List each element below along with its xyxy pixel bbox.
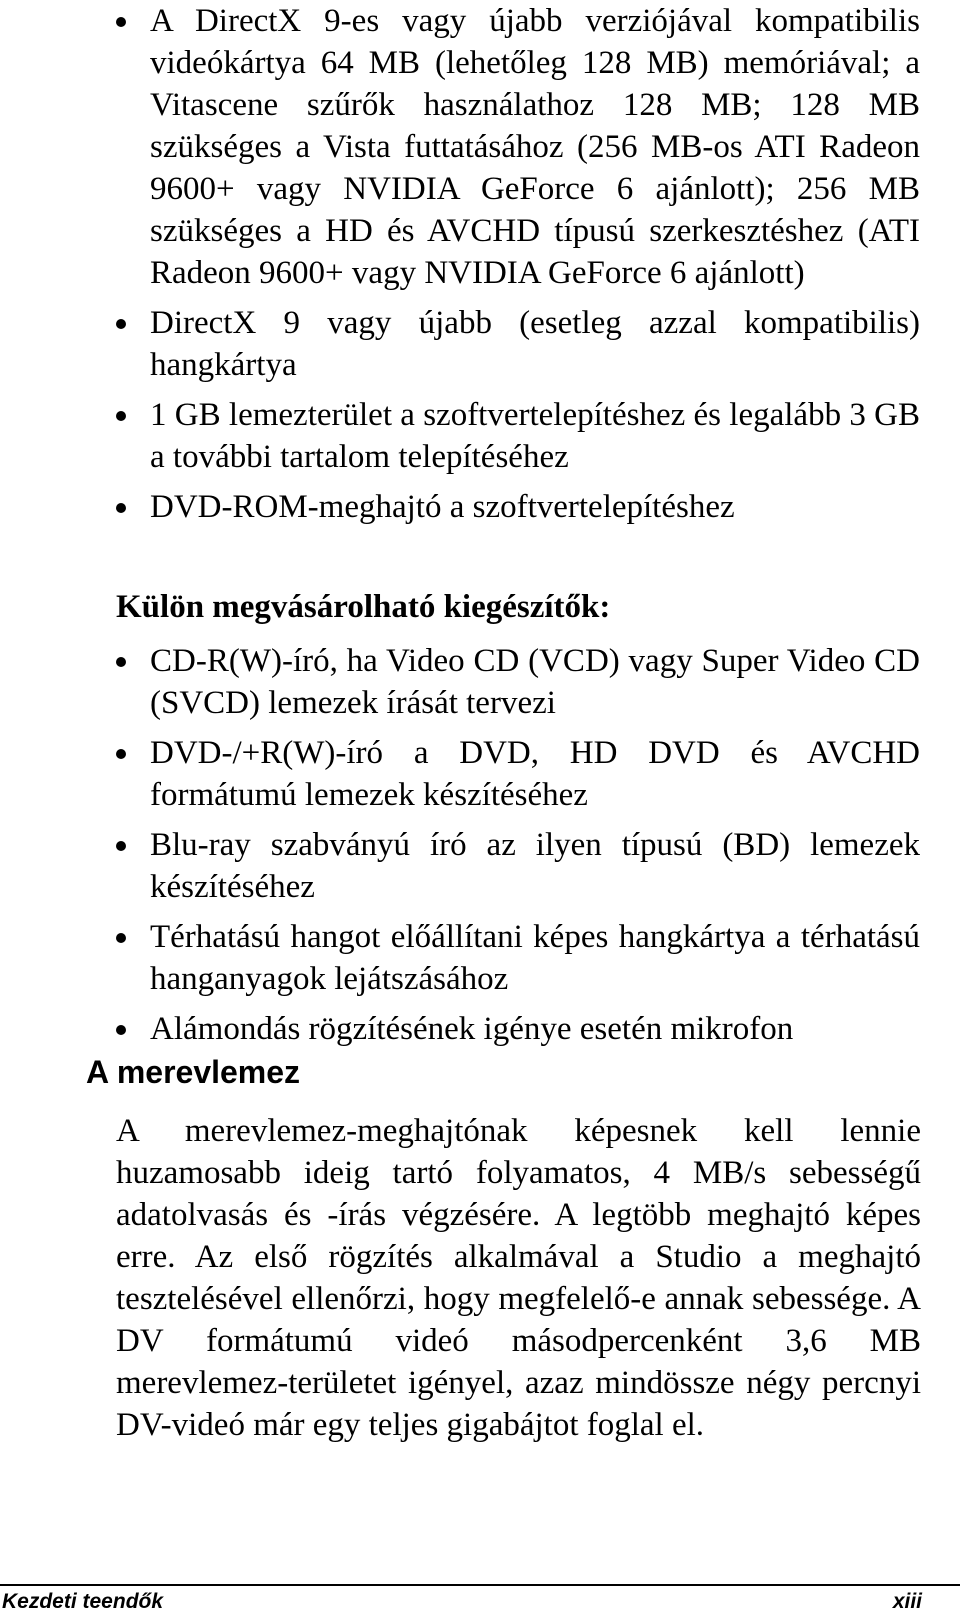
list-item [0, 0, 920, 294]
list-item-text: Térhatású hangot előállítani képes hangkártya a térhatású hanganyagok lejátszásához [150, 919, 920, 997]
list-item-text: DVD-/+R(W)-író a DVD, HD DVD és AVCHD formátumú lemezek készítéséhez [150, 735, 920, 813]
list-item [0, 1008, 920, 1050]
section-title: A merevlemez [86, 1054, 301, 1090]
list-item-text: A DirectX 9-es vagy újabb verziójával kompatibilis videókártya 64 MB (lehetőleg 128 MB) memóriával; a Vitascene szűrők használathoz 128 MB; 128 MB szükséges a Vista futtatásához (256 MB-os ATI Radeon 9600+ vagy NVIDIA GeForce 6 ajánlott); 256 MB szükséges a HD és AVCHD típusú szerkesztéshez (ATI Radeon 9600+ vagy NVIDIA GeForce 6 ajánlott) [150, 3, 920, 291]
page-footer [0, 1584, 960, 1618]
footer-chapter-title: Kezdeti teendők [2, 1590, 164, 1613]
list-item [0, 302, 920, 386]
bullet-icon [116, 749, 126, 759]
bullet-icon [116, 841, 126, 851]
list-item-text: CD-R(W)-író, ha Video CD (VCD) vagy Super Video CD (SVCD) lemezek írását tervezi [150, 643, 920, 721]
list-item-text: DirectX 9 vagy újabb (esetleg azzal kompatibilis) hangkártya [150, 305, 920, 383]
bullet-icon [116, 17, 126, 27]
list-item [0, 640, 920, 724]
optional-accessories-list [0, 640, 960, 1058]
list-item-text: Blu-ray szabványú író az ilyen típusú (BD) lemezek készítéséhez [150, 827, 920, 905]
bullet-icon [116, 319, 126, 329]
section-paragraph: A merevlemez-meghajtónak képesnek kell lennie huzamosabb ideig tartó folyamatos, 4 MB/s sebességű adatolvasás és -írás végzésére. A legtöbb meghajtó képes erre. Az első rögzítés alkalmával a Studio a meghajtó tesztelésével ellenőrzi, hogy megfelelő-e annak sebessége. A DV formátumú videó másodpercenként 3,6 MB merevlemez-területet igényel, azaz mindössze négy percnyi DV-videó már egy teljes gigabájtot foglal el. [116, 1113, 921, 1443]
list-item [0, 486, 920, 528]
bullet-icon [116, 933, 126, 943]
list-item-text: 1 GB lemezterület a szoftvertelepítéshez és legalább 3 GB a további tartalom telepítéséhez [150, 397, 920, 475]
list-item-text: DVD-ROM-meghajtó a szoftvertelepítéshez [150, 489, 735, 525]
optional-accessories-heading: Külön megvásárolható kiegészítők: [116, 589, 611, 625]
list-item [0, 394, 920, 478]
list-item [0, 916, 920, 1000]
bullet-icon [116, 657, 126, 667]
bullet-icon [116, 411, 126, 421]
bullet-icon [116, 1025, 126, 1035]
requirements-list [0, 0, 960, 536]
list-item [0, 824, 920, 908]
list-item-text: Alámondás rögzítésének igénye esetén mikrofon [150, 1011, 794, 1047]
footer-page-number: xiii [892, 1590, 922, 1613]
list-item [0, 732, 920, 816]
bullet-icon [116, 503, 126, 513]
